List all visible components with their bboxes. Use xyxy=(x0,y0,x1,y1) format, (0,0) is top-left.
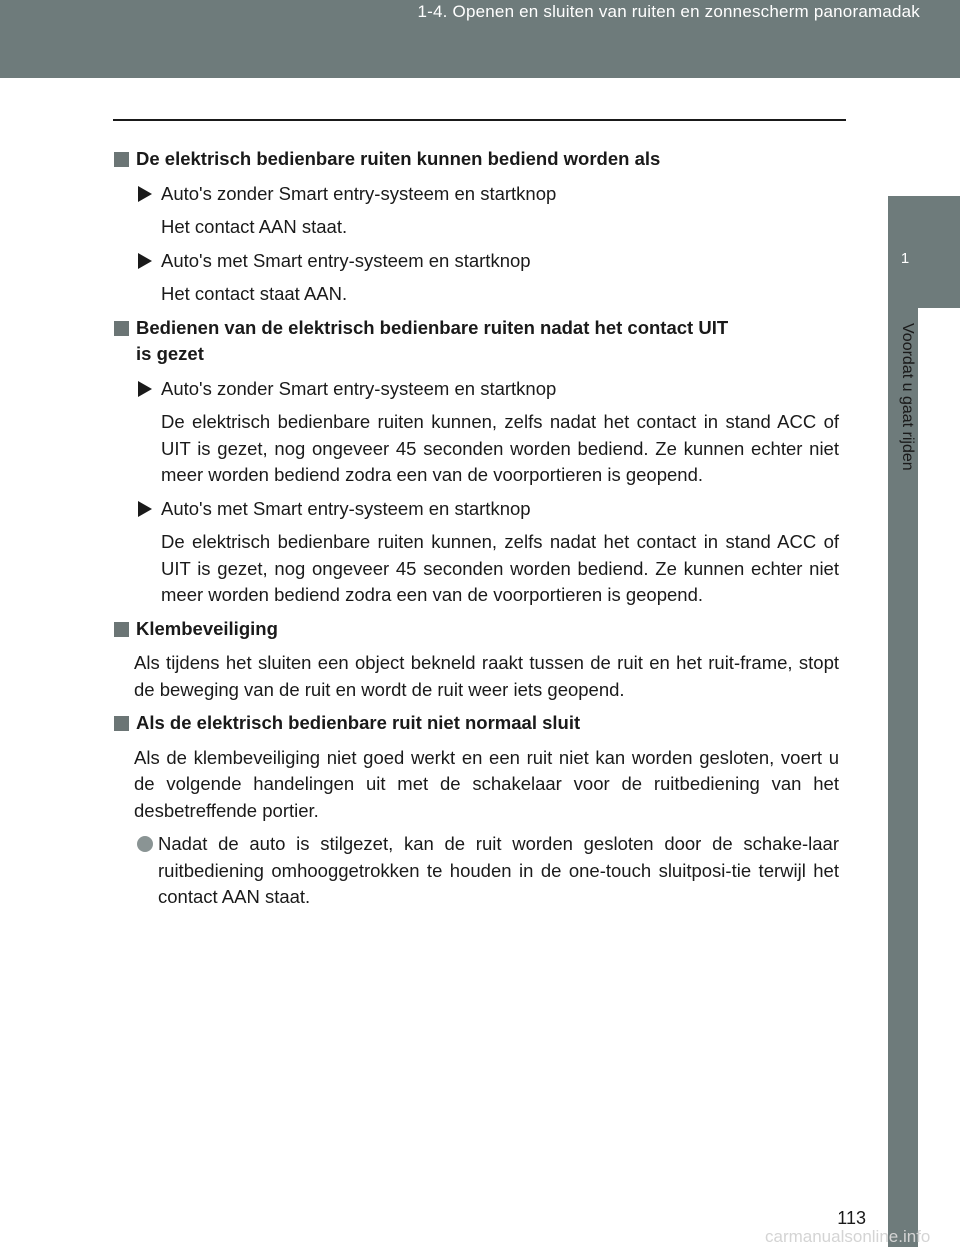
page-number: 113 xyxy=(837,1208,866,1228)
header-band xyxy=(0,0,960,78)
page-content xyxy=(114,146,839,918)
triangle-bullet-icon xyxy=(138,501,152,517)
chapter-label: Voordat u gaat rijden xyxy=(899,323,916,471)
paragraph: Als tijdens het sluiten een object bekneld raakt tussen de ruit en het ruit-frame, stopt de beweging van de ruit en wordt de ruit weer iets geopend. xyxy=(134,652,839,700)
sub-heading: Auto's met Smart entry-systeem en startknop xyxy=(114,248,839,275)
chapter-section-title: 1-4. Openen en sluiten van ruiten en zonnescherm panoramadak xyxy=(417,2,920,21)
bullet-item: Nadat de auto is stilgezet, kan de ruit worden gesloten door de schake-laar ruitbediening omhooggetrokken te houden in de one-touch sluitposi-tie terwijl het contact AAN staat. xyxy=(114,831,839,911)
square-bullet-icon xyxy=(114,321,129,336)
triangle-bullet-icon xyxy=(138,253,152,269)
triangle-bullet-icon xyxy=(138,186,152,202)
section-heading: De elektrisch bedienbare ruiten kunnen bediend worden als xyxy=(114,146,839,173)
paragraph: Het contact AAN staat. xyxy=(161,216,348,237)
sub-heading: Auto's zonder Smart entry-systeem en startknop xyxy=(114,376,839,403)
top-rule xyxy=(113,119,846,121)
section-heading: Als de elektrisch bedienbare ruit niet normaal sluit xyxy=(114,710,839,737)
chapter-number: 1 xyxy=(900,250,910,267)
triangle-bullet-icon xyxy=(138,381,152,397)
circle-bullet-icon xyxy=(137,836,153,852)
paragraph: De elektrisch bedienbare ruiten kunnen, zelfs nadat het contact in stand ACC of UIT is gezet, nog ongeveer 45 seconden worden bediend. Ze kunnen echter niet meer worden bediend zodra een van de voorportieren is geopend. xyxy=(161,411,839,485)
section-heading: Bedienen van de elektrisch bedienbare ruiten nadat het contact UIT is gezet xyxy=(114,315,839,368)
paragraph: Het contact staat AAN. xyxy=(161,283,348,304)
paragraph: Als de klembeveiliging niet goed werkt en een ruit niet kan worden gesloten, voert u de volgende handelingen uit met de schakelaar voor de ruitbediening van het desbetreffende portier. xyxy=(134,746,839,821)
watermark: carmanualsonline.info xyxy=(765,1227,931,1246)
paragraph: De elektrisch bedienbare ruiten kunnen, zelfs nadat het contact in stand ACC of UIT is gezet, nog ongeveer 45 seconden worden bediend. Ze kunnen echter niet meer worden bediend zodra een van de voorportieren is geopend. xyxy=(161,531,839,605)
square-bullet-icon xyxy=(114,152,129,167)
sub-heading: Auto's met Smart entry-systeem en startknop xyxy=(114,496,839,523)
section-heading: Klembeveiliging xyxy=(114,616,839,643)
chapter-tab xyxy=(888,196,960,308)
sub-heading: Auto's zonder Smart entry-systeem en startknop xyxy=(114,181,839,208)
square-bullet-icon xyxy=(114,716,129,731)
square-bullet-icon xyxy=(114,622,129,637)
